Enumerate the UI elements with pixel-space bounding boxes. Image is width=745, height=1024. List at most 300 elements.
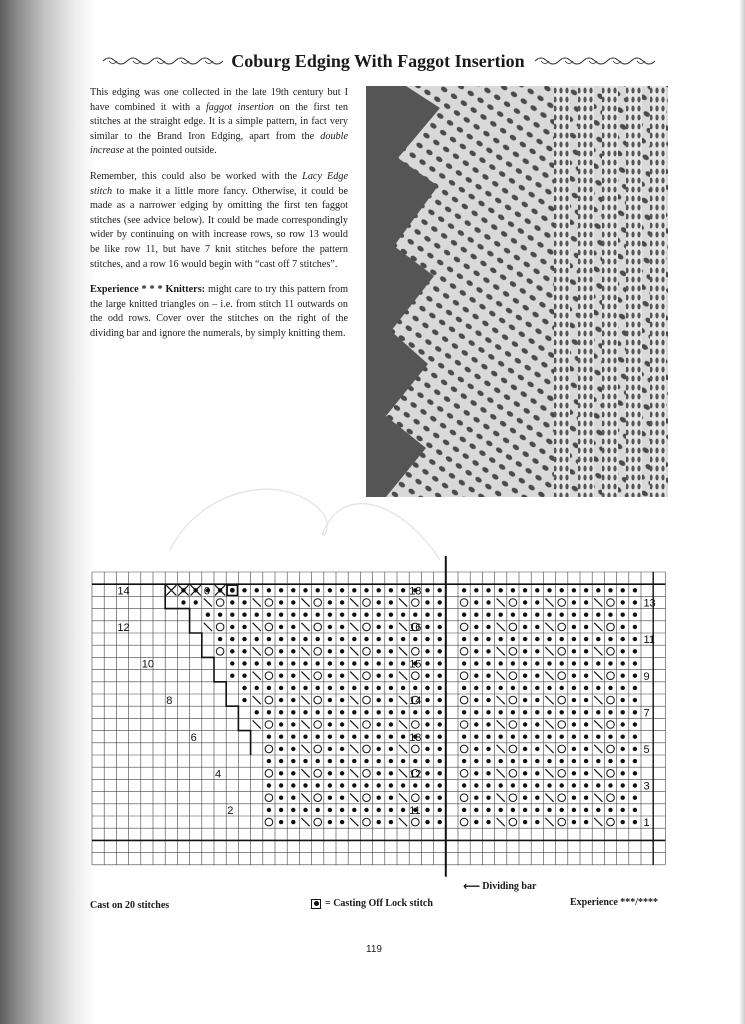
purl-dot-symbol (377, 783, 381, 787)
purl-dot-symbol (511, 759, 515, 763)
purl-dot-symbol (511, 735, 515, 739)
purl-dot-symbol (291, 698, 295, 702)
yarn-over-symbol (314, 648, 322, 656)
purl-dot-symbol (303, 735, 307, 739)
purl-dot-symbol (389, 625, 393, 629)
purl-dot-symbol (560, 613, 564, 617)
purl-dot-symbol (572, 649, 576, 653)
purl-dot-symbol (572, 674, 576, 678)
purl-dot-symbol (633, 661, 637, 665)
purl-dot-symbol (535, 600, 539, 604)
purl-dot-symbol (486, 649, 490, 653)
purl-dot-symbol (474, 686, 478, 690)
k2tog-symbol (545, 720, 553, 728)
purl-dot-symbol (352, 710, 356, 714)
purl-dot-symbol (389, 710, 393, 714)
book-gutter-shadow (0, 0, 95, 1024)
purl-dot-symbol (438, 600, 442, 604)
purl-dot-symbol (401, 686, 405, 690)
intro-paragraph-3: Experience * * * Knitters: might care to try this pattern from the large knitted triangles on – i.e. from stitch 11 outwards on the odd rows. Cover over the stitches on the right of the dividing bar and ignore the numerals, by simply knitting them. (90, 284, 349, 339)
purl-dot-symbol (255, 710, 259, 714)
yarn-over-symbol (363, 672, 371, 680)
purl-dot-symbol (462, 637, 466, 641)
purl-dot-symbol (206, 613, 210, 617)
purl-dot-symbol (535, 808, 539, 812)
yarn-over-symbol (558, 672, 566, 680)
yarn-over-symbol (607, 770, 615, 778)
purl-dot-symbol (389, 588, 393, 592)
purl-dot-symbol (535, 698, 539, 702)
purl-dot-symbol (584, 710, 588, 714)
purl-dot-symbol (572, 759, 576, 763)
yarn-over-symbol (314, 623, 322, 631)
purl-dot-symbol (279, 661, 283, 665)
purl-dot-symbol (462, 735, 466, 739)
purl-dot-symbol (511, 710, 515, 714)
purl-dot-symbol (486, 661, 490, 665)
purl-dot-symbol (584, 771, 588, 775)
purl-dot-symbol (584, 783, 588, 787)
purl-dot-symbol (486, 783, 490, 787)
purl-dot-symbol (535, 686, 539, 690)
purl-dot-symbol (584, 661, 588, 665)
purl-dot-symbol (425, 759, 429, 763)
purl-dot-symbol (486, 698, 490, 702)
purl-dot-symbol (230, 674, 234, 678)
purl-dot-symbol (328, 820, 332, 824)
purl-dot-symbol (377, 771, 381, 775)
purl-dot-symbol (438, 759, 442, 763)
purl-dot-symbol (291, 820, 295, 824)
purl-dot-symbol (462, 686, 466, 690)
purl-dot-symbol (547, 735, 551, 739)
intro-text (90, 86, 348, 353)
purl-dot-symbol (486, 820, 490, 824)
purl-dot-symbol (572, 820, 576, 824)
purl-dot-symbol (267, 808, 271, 812)
purl-dot-symbol (584, 637, 588, 641)
yarn-over-symbol (509, 696, 517, 704)
purl-dot-symbol (474, 796, 478, 800)
purl-dot-symbol (425, 771, 429, 775)
purl-dot-symbol (291, 783, 295, 787)
purl-dot-symbol (377, 649, 381, 653)
purl-dot-symbol (547, 808, 551, 812)
purl-dot-symbol (584, 747, 588, 751)
row-number-mid: 14 (409, 695, 422, 708)
purl-dot-symbol (560, 808, 564, 812)
purl-dot-symbol (621, 588, 625, 592)
purl-dot-symbol (352, 661, 356, 665)
purl-dot-symbol (389, 808, 393, 812)
purl-dot-symbol (462, 759, 466, 763)
purl-dot-symbol (584, 686, 588, 690)
purl-dot-symbol (328, 661, 332, 665)
purl-dot-symbol (377, 808, 381, 812)
purl-dot-symbol (535, 661, 539, 665)
k2tog-symbol (594, 794, 602, 802)
purl-dot-symbol (633, 698, 637, 702)
yarn-over-symbol (607, 794, 615, 802)
lace-edging-photo (366, 86, 668, 497)
purl-dot-symbol (413, 613, 417, 617)
k2tog-symbol (497, 818, 505, 826)
k2tog-symbol (545, 647, 553, 655)
purl-dot-symbol (291, 625, 295, 629)
k2tog-symbol (350, 647, 358, 655)
purl-dot-symbol (535, 649, 539, 653)
purl-dot-symbol (340, 796, 344, 800)
page-title: Coburg Edging With Faggot Insertion (231, 50, 525, 71)
purl-dot-symbol (279, 820, 283, 824)
purl-dot-symbol (535, 710, 539, 714)
k2tog-symbol (301, 647, 309, 655)
purl-dot-symbol (279, 747, 283, 751)
purl-dot-symbol (438, 637, 442, 641)
knitting-chart (90, 556, 670, 886)
purl-dot-symbol (523, 649, 527, 653)
purl-dot-symbol (596, 637, 600, 641)
page-edge (739, 0, 745, 1024)
purl-dot-symbol (328, 783, 332, 787)
purl-dot-symbol (267, 686, 271, 690)
yarn-over-symbol (363, 818, 371, 826)
k2tog-symbol (253, 623, 261, 631)
purl-dot-symbol (328, 600, 332, 604)
k2tog-symbol (253, 672, 261, 680)
purl-dot-symbol (499, 588, 503, 592)
purl-dot-symbol (584, 808, 588, 812)
purl-dot-symbol (279, 600, 283, 604)
k2tog-symbol (594, 647, 602, 655)
yarn-over-symbol (509, 794, 517, 802)
yarn-over-symbol (607, 818, 615, 826)
purl-dot-symbol (572, 600, 576, 604)
purl-dot-symbol (328, 735, 332, 739)
k2tog-symbol (301, 818, 309, 826)
purl-dot-symbol (279, 613, 283, 617)
purl-dot-symbol (401, 783, 405, 787)
purl-dot-symbol (523, 771, 527, 775)
purl-dot-symbol (560, 710, 564, 714)
k2tog-symbol (301, 696, 309, 704)
purl-dot-symbol (486, 674, 490, 678)
purl-dot-symbol (511, 808, 515, 812)
purl-dot-symbol (425, 722, 429, 726)
purl-dot-symbol (596, 783, 600, 787)
k2tog-symbol (301, 769, 309, 777)
purl-dot-symbol (352, 686, 356, 690)
purl-dot-symbol (560, 686, 564, 690)
purl-dot-symbol (377, 637, 381, 641)
purl-dot-symbol (572, 722, 576, 726)
row-number-left: 14 (117, 585, 130, 598)
k2tog-symbol (545, 794, 553, 802)
yarn-over-symbol (265, 648, 273, 656)
purl-dot-symbol (242, 661, 246, 665)
purl-dot-symbol (316, 808, 320, 812)
yarn-over-symbol (314, 696, 322, 704)
purl-dot-symbol (523, 686, 527, 690)
purl-dot-symbol (425, 710, 429, 714)
yarn-over-symbol (607, 648, 615, 656)
yarn-over-symbol (607, 599, 615, 607)
legend (311, 898, 433, 909)
purl-dot-symbol (401, 661, 405, 665)
casting-off-lock-stitch-icon (311, 899, 321, 909)
purl-dot-symbol (328, 637, 332, 641)
purl-dot-symbol (633, 759, 637, 763)
purl-dot-symbol (535, 637, 539, 641)
purl-dot-symbol (462, 588, 466, 592)
purl-dot-symbol (535, 588, 539, 592)
purl-dot-symbol (486, 686, 490, 690)
purl-dot-symbol (474, 661, 478, 665)
purl-dot-symbol (584, 613, 588, 617)
purl-dot-symbol (230, 613, 234, 617)
purl-dot-symbol (340, 625, 344, 629)
purl-dot-symbol (316, 686, 320, 690)
row-number-right: 9 (643, 670, 650, 683)
yarn-over-symbol (363, 599, 371, 607)
purl-dot-symbol (291, 747, 295, 751)
purl-dot-symbol (547, 759, 551, 763)
purl-dot-symbol (291, 637, 295, 641)
cast-on-note: Cast on 20 stitches (90, 900, 170, 911)
k2tog-symbol (253, 696, 261, 704)
purl-dot-symbol (364, 710, 368, 714)
purl-dot-symbol (255, 637, 259, 641)
row-number-right: 5 (643, 744, 650, 756)
purl-dot-symbol (291, 710, 295, 714)
purl-dot-symbol (438, 820, 442, 824)
yarn-over-symbol (363, 721, 371, 729)
purl-dot-symbol (425, 735, 429, 739)
purl-dot-symbol (377, 661, 381, 665)
yarn-over-symbol (314, 794, 322, 802)
purl-dot-symbol (291, 771, 295, 775)
purl-dot-symbol (328, 674, 332, 678)
purl-dot-symbol (584, 759, 588, 763)
pencil-squiggle-mark (160, 450, 460, 570)
purl-dot-symbol (572, 796, 576, 800)
purl-dot-symbol (328, 808, 332, 812)
purl-dot-symbol (291, 796, 295, 800)
purl-dot-symbol (596, 710, 600, 714)
k2tog-symbol (497, 794, 505, 802)
k2tog-symbol (594, 696, 602, 704)
purl-dot-symbol (291, 759, 295, 763)
purl-dot-symbol (438, 783, 442, 787)
purl-dot-symbol (316, 710, 320, 714)
purl-dot-symbol (572, 710, 576, 714)
purl-dot-symbol (523, 674, 527, 678)
yarn-over-symbol (265, 696, 273, 704)
k2tog-symbol (204, 623, 212, 631)
k2tog-symbol (399, 647, 407, 655)
purl-dot-symbol (352, 759, 356, 763)
purl-dot-symbol (584, 649, 588, 653)
purl-dot-symbol (279, 625, 283, 629)
k2tog-symbol (497, 769, 505, 777)
purl-dot-symbol (474, 771, 478, 775)
knitting-chart-grid (90, 556, 670, 886)
k2tog-symbol (497, 598, 505, 606)
purl-dot-symbol (499, 735, 503, 739)
purl-dot-symbol (316, 661, 320, 665)
purl-dot-symbol (584, 796, 588, 800)
page-number: 119 (366, 944, 382, 955)
purl-dot-symbol (267, 613, 271, 617)
purl-dot-symbol (267, 783, 271, 787)
purl-dot-symbol (547, 686, 551, 690)
purl-dot-symbol (535, 796, 539, 800)
purl-dot-symbol (511, 686, 515, 690)
purl-dot-symbol (596, 661, 600, 665)
k2tog-symbol (497, 623, 505, 631)
k2tog-symbol (253, 720, 261, 728)
k2tog-symbol (399, 623, 407, 631)
purl-dot-symbol (401, 735, 405, 739)
yarn-over-symbol (509, 770, 517, 778)
purl-dot-symbol (340, 649, 344, 653)
purl-dot-symbol (340, 783, 344, 787)
purl-dot-symbol (425, 698, 429, 702)
purl-dot-symbol (523, 759, 527, 763)
purl-dot-symbol (255, 613, 259, 617)
purl-dot-symbol (377, 710, 381, 714)
row-number-left: 2 (227, 805, 234, 817)
k2tog-symbol (301, 745, 309, 753)
k2tog-symbol (399, 794, 407, 802)
purl-dot-symbol (547, 637, 551, 641)
yarn-over-symbol (314, 599, 322, 607)
purl-dot-symbol (377, 735, 381, 739)
purl-dot-symbol (389, 771, 393, 775)
purl-dot-symbol (401, 637, 405, 641)
k2tog-symbol (301, 598, 309, 606)
row-number-right: 11 (643, 634, 655, 647)
purl-dot-symbol (340, 808, 344, 812)
purl-dot-symbol (596, 759, 600, 763)
purl-dot-symbol (560, 783, 564, 787)
purl-dot-symbol (499, 759, 503, 763)
purl-dot-symbol (535, 783, 539, 787)
purl-dot-symbol (572, 698, 576, 702)
purl-dot-symbol (316, 637, 320, 641)
row-number-right: 13 (643, 597, 656, 610)
k2tog-symbol (594, 818, 602, 826)
purl-dot-symbol (523, 625, 527, 629)
yarn-over-symbol (265, 599, 273, 607)
purl-dot-symbol (438, 698, 442, 702)
purl-dot-symbol (621, 747, 625, 751)
left-flourish-ornament (101, 54, 223, 68)
k2tog-symbol (350, 623, 358, 631)
k2tog-symbol (497, 745, 505, 753)
yarn-over-symbol (558, 623, 566, 631)
purl-dot-symbol (438, 808, 442, 812)
k2tog-symbol (545, 696, 553, 704)
purl-dot-symbol (560, 735, 564, 739)
k2tog-symbol (350, 745, 358, 753)
yarn-over-symbol (216, 599, 224, 607)
purl-dot-symbol (340, 771, 344, 775)
purl-dot-symbol (633, 637, 637, 641)
purl-dot-symbol (389, 722, 393, 726)
purl-dot-symbol (303, 759, 307, 763)
purl-dot-symbol (389, 747, 393, 751)
purl-dot-symbol (572, 735, 576, 739)
purl-dot-symbol (328, 759, 332, 763)
yarn-over-symbol (607, 696, 615, 704)
yarn-over-symbol (558, 599, 566, 607)
purl-dot-symbol (242, 649, 246, 653)
purl-dot-symbol (462, 661, 466, 665)
yarn-over-symbol (314, 721, 322, 729)
purl-dot-symbol (621, 783, 625, 787)
purl-dot-symbol (340, 637, 344, 641)
purl-dot-symbol (486, 588, 490, 592)
yarn-over-symbol (460, 696, 468, 704)
purl-dot-symbol (242, 625, 246, 629)
purl-dot-symbol (633, 625, 637, 629)
purl-dot-symbol (389, 649, 393, 653)
purl-dot-symbol (486, 771, 490, 775)
purl-dot-symbol (303, 637, 307, 641)
purl-dot-symbol (584, 600, 588, 604)
purl-dot-symbol (633, 674, 637, 678)
purl-dot-symbol (523, 820, 527, 824)
purl-dot-symbol (535, 722, 539, 726)
purl-dot-symbol (425, 625, 429, 629)
yarn-over-symbol (265, 770, 273, 778)
yarn-over-symbol (412, 721, 420, 729)
k2tog-symbol (399, 769, 407, 777)
purl-dot-symbol (340, 747, 344, 751)
k2tog-symbol (497, 696, 505, 704)
yarn-over-symbol (460, 672, 468, 680)
yarn-over-symbol (460, 648, 468, 656)
purl-dot-symbol (596, 613, 600, 617)
yarn-over-symbol (412, 599, 420, 607)
purl-dot-symbol (572, 625, 576, 629)
purl-dot-symbol (377, 759, 381, 763)
k2tog-symbol (545, 745, 553, 753)
purl-dot-symbol (511, 637, 515, 641)
purl-dot-symbol (621, 820, 625, 824)
purl-dot-symbol (499, 783, 503, 787)
purl-dot-symbol (572, 783, 576, 787)
purl-dot-symbol (413, 759, 417, 763)
row-number-right: 7 (643, 707, 650, 720)
purl-dot-symbol (486, 808, 490, 812)
purl-dot-symbol (377, 722, 381, 726)
purl-dot-symbol (547, 661, 551, 665)
purl-dot-symbol (474, 735, 478, 739)
yarn-over-symbol (509, 721, 517, 729)
purl-dot-symbol (547, 588, 551, 592)
purl-dot-symbol (255, 661, 259, 665)
yarn-over-symbol (460, 818, 468, 826)
purl-dot-symbol (413, 686, 417, 690)
yarn-over-symbol (558, 770, 566, 778)
purl-dot-symbol (389, 637, 393, 641)
purl-dot-symbol (572, 588, 576, 592)
purl-dot-symbol (279, 771, 283, 775)
purl-dot-symbol (340, 698, 344, 702)
purl-dot-symbol (523, 783, 527, 787)
